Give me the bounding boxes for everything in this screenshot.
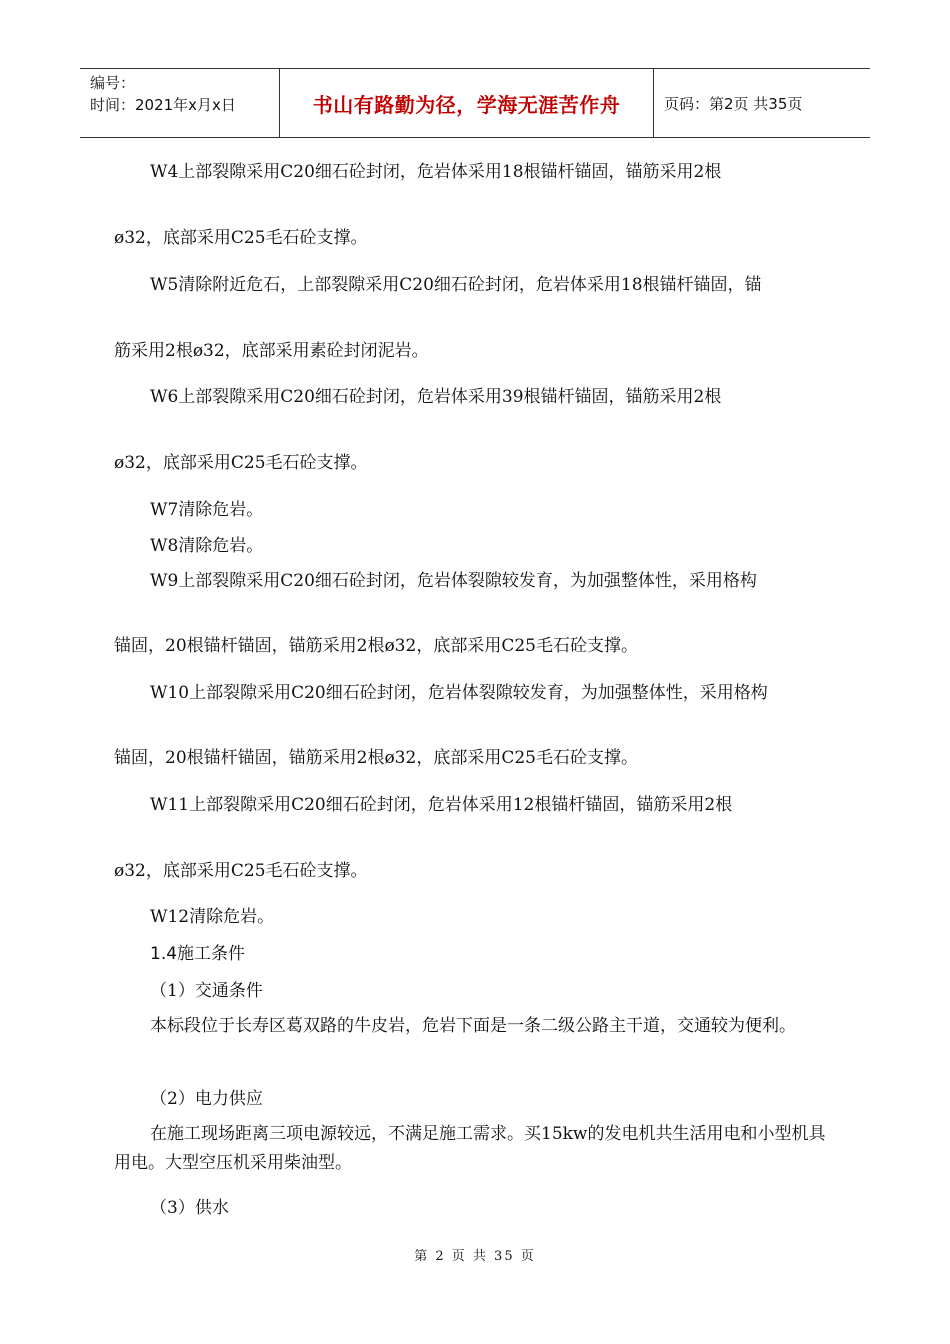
text-line-w5: W5清除附近危石，上部裂隙采用C20细石砼封闭，危岩体采用18根锚杆锚固，锚 bbox=[150, 275, 762, 295]
text-line-w11-cont: ø32，底部采用C25毛石砼支撑。 bbox=[114, 861, 368, 881]
text-line-w7: W7清除危岩。 bbox=[150, 500, 264, 520]
header-motto: 书山有路勤为径，学海无涯苦作舟 bbox=[280, 69, 654, 137]
text-line-w5-cont: 筋采用2根ø32，底部采用素砼封闭泥岩。 bbox=[114, 341, 429, 361]
text-line-w6-cont: ø32，底部采用C25毛石砼支撑。 bbox=[114, 453, 368, 473]
page-footer: 第 2 页 共 35 页 bbox=[414, 1249, 536, 1264]
text-line-w11: W11上部裂隙采用C20细石砼封闭，危岩体采用12根锚杆锚固，锚筋采用2根 bbox=[150, 795, 733, 815]
page-header bbox=[80, 68, 870, 138]
subheading-power: （2）电力供应 bbox=[150, 1089, 263, 1109]
text-line-w10-cont: 锚固，20根锚杆锚固，锚筋采用2根ø32，底部采用C25毛石砼支撑。 bbox=[114, 748, 638, 768]
text-line-w8: W8清除危岩。 bbox=[150, 536, 264, 556]
paragraph-power: 在施工现场距离三项电源较远，不满足施工需求。买15kw的发电机共生活用电和小型机具用电。大型空压机采用柴油型。 bbox=[114, 1124, 826, 1173]
text-line-w4-cont: ø32，底部采用C25毛石砼支撑。 bbox=[114, 228, 368, 248]
text-line-w4: W4上部裂隙采用C20细石砼封闭，危岩体采用18根锚杆锚固，锚筋采用2根 bbox=[150, 162, 722, 182]
paragraph-traffic: 本标段位于长寿区葛双路的牛皮岩，危岩下面是一条二级公路主干道，交通较为便利。 bbox=[150, 1016, 796, 1036]
section-heading: 1.4施工条件 bbox=[150, 944, 246, 964]
code-label: 编号： bbox=[90, 74, 136, 92]
text-line-w12: W12清除危岩。 bbox=[150, 907, 275, 927]
text-line-w10: W10上部裂隙采用C20细石砼封闭，危岩体裂隙较发育，为加强整体性，采用格构 bbox=[150, 683, 768, 703]
text-line-w6: W6上部裂隙采用C20细石砼封闭，危岩体采用39根锚杆锚固，锚筋采用2根 bbox=[150, 387, 722, 407]
subheading-water: （3）供水 bbox=[150, 1198, 229, 1218]
header-page-info: 页码：第2页 共35页 bbox=[664, 94, 803, 113]
header-meta bbox=[80, 69, 280, 137]
subheading-traffic: （1）交通条件 bbox=[150, 981, 263, 1001]
time-label: 时间：2021年x月x日 bbox=[90, 96, 236, 114]
text-line-w9-cont: 锚固，20根锚杆锚固，锚筋采用2根ø32，底部采用C25毛石砼支撑。 bbox=[114, 636, 638, 656]
text-line-w9: W9上部裂隙采用C20细石砼封闭，危岩体裂隙较发育，为加强整体性，采用格构 bbox=[150, 571, 757, 591]
